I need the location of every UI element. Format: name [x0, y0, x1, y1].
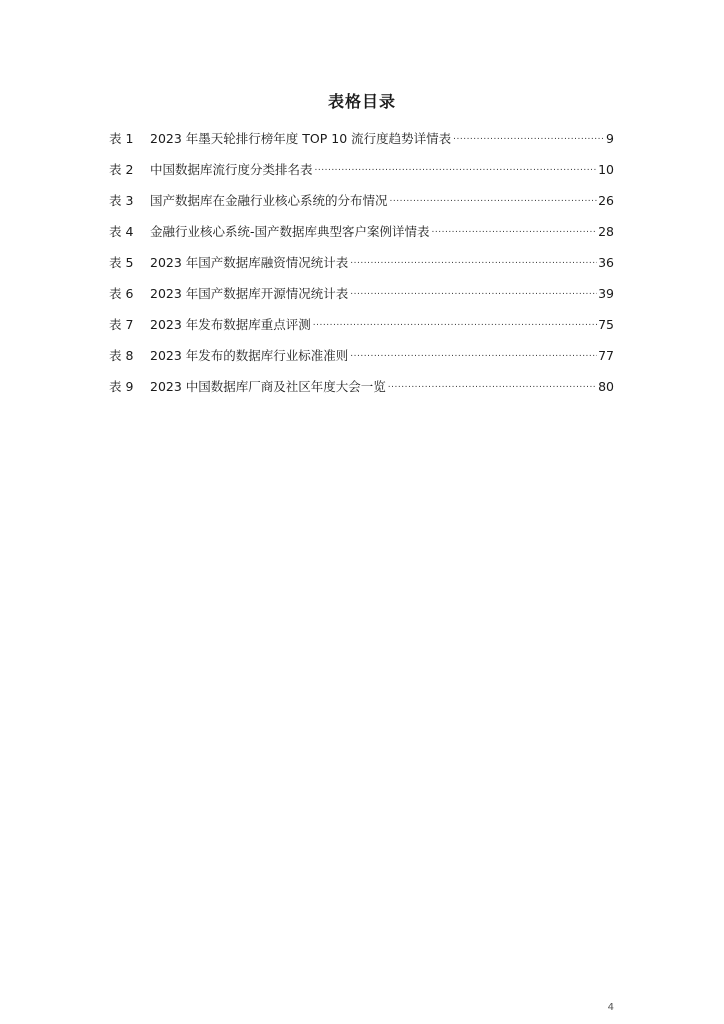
toc-entry-label: 表 9	[109, 378, 134, 394]
toc-entry-label: 表 8	[109, 347, 134, 363]
dot-leader	[432, 222, 598, 242]
toc-entry-label: 表 7	[109, 316, 134, 332]
toc-entry-page: 10	[598, 161, 614, 177]
dot-leader	[453, 129, 605, 149]
toc-entry[interactable]	[109, 216, 614, 247]
toc-entry-label: 表 3	[109, 192, 134, 208]
dot-leader	[350, 346, 597, 366]
toc-entry-page: 26	[598, 192, 614, 208]
toc-entry[interactable]	[109, 123, 614, 154]
toc-entry-text: 中国数据库流行度分类排名表	[150, 161, 313, 177]
toc-entry-page: 28	[598, 223, 614, 239]
toc-entry-text: 2023 年发布数据库重点评测	[150, 316, 311, 332]
toc-entry[interactable]	[109, 154, 614, 185]
page-title: 表格目录	[327, 92, 396, 111]
table-of-contents	[109, 123, 614, 402]
toc-entry-text: 金融行业核心系统-国产数据库典型客户案例详情表	[150, 223, 430, 239]
toc-entry-text: 2023 年发布的数据库行业标准准则	[150, 347, 349, 363]
toc-entry-page: 75	[598, 316, 614, 332]
toc-entry[interactable]	[109, 309, 614, 340]
toc-entry-text: 2023 年国产数据库开源情况统计表	[150, 285, 349, 301]
toc-entry[interactable]	[109, 340, 614, 371]
toc-entry-text: 2023 年墨天轮排行榜年度 TOP 10 流行度趋势详情表	[150, 130, 452, 146]
dot-leader	[388, 377, 597, 397]
toc-entry[interactable]	[109, 247, 614, 278]
toc-entry[interactable]	[109, 371, 614, 402]
toc-entry-page: 80	[598, 378, 614, 394]
dot-leader	[313, 315, 597, 335]
toc-entry-page: 39	[598, 285, 614, 301]
toc-entry-page: 36	[598, 254, 614, 270]
toc-entry-label: 表 4	[109, 223, 134, 239]
toc-entry-text: 国产数据库在金融行业核心系统的分布情况	[150, 192, 388, 208]
page-number: 4	[607, 1002, 614, 1013]
dot-leader	[315, 160, 598, 180]
toc-entry-label: 表 2	[109, 161, 134, 177]
toc-entry-label: 表 5	[109, 254, 134, 270]
toc-entry[interactable]	[109, 278, 614, 309]
dot-leader	[390, 191, 598, 211]
dot-leader	[350, 284, 597, 304]
toc-entry-label: 表 6	[109, 285, 134, 301]
toc-entry-page: 77	[598, 347, 614, 363]
toc-entry-label: 表 1	[109, 130, 134, 146]
toc-entry[interactable]	[109, 185, 614, 216]
toc-entry-page: 9	[606, 130, 614, 146]
toc-entry-text: 2023 年国产数据库融资情况统计表	[150, 254, 349, 270]
toc-entry-text: 2023 中国数据库厂商及社区年度大会一览	[150, 378, 386, 394]
dot-leader	[350, 253, 597, 273]
